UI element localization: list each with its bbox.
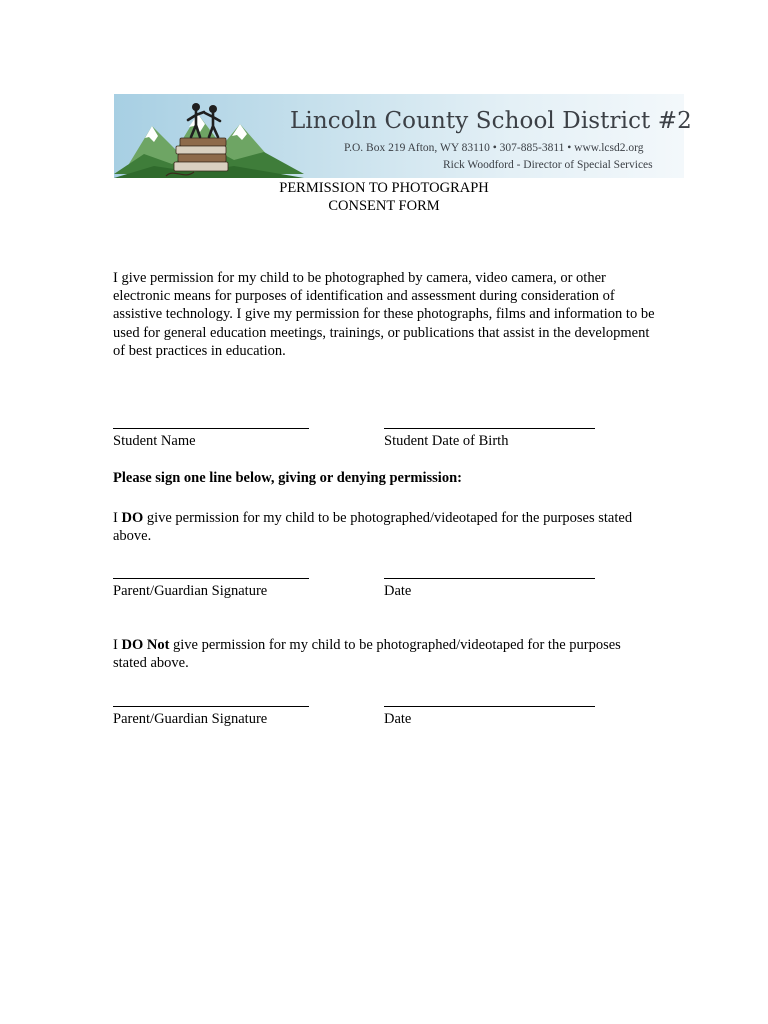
letterhead bbox=[114, 94, 692, 180]
deny-signature-line[interactable] bbox=[113, 706, 309, 707]
form-title bbox=[0, 179, 768, 215]
form-title-line-2: CONSENT FORM bbox=[328, 198, 440, 214]
district-name: Lincoln County School District #2 bbox=[290, 108, 692, 134]
district-director: Rick Woodford - Director of Special Services bbox=[443, 159, 653, 171]
student-name-label: Student Name bbox=[113, 433, 196, 449]
district-logo-icon bbox=[114, 94, 304, 180]
student-dob-line[interactable] bbox=[384, 428, 595, 429]
deny-date-label: Date bbox=[384, 711, 412, 727]
signing-instruction: Please sign one line below, giving or denying permission: bbox=[113, 470, 462, 486]
deny-prefix: I bbox=[113, 637, 122, 653]
deny-statement bbox=[113, 636, 658, 673]
consent-paragraph: I give permission for my child to be photographed by camera, video camera, or other electronic means for purposes of identification and assessment during consideration of assistive technology. I give my permission for these photographs, films and information to be used for general education meetings, trainings, or publications that assist in the development of best practices in education. bbox=[113, 270, 655, 359]
grant-date-line[interactable] bbox=[384, 578, 595, 579]
student-dob-label: Student Date of Birth bbox=[384, 433, 509, 449]
grant-signature-label: Parent/Guardian Signature bbox=[113, 583, 268, 599]
district-address: P.O. Box 219 Afton, WY 83110 • 307-885-3811 • www.lcsd2.org bbox=[344, 142, 644, 154]
deny-signature-label: Parent/Guardian Signature bbox=[113, 711, 268, 727]
student-name-line[interactable] bbox=[113, 428, 309, 429]
grant-statement bbox=[113, 509, 658, 546]
grant-signature-line[interactable] bbox=[113, 578, 309, 579]
deny-emphasis: DO Not bbox=[121, 637, 170, 653]
grant-emphasis: DO bbox=[121, 510, 144, 526]
deny-rest: give permission for my child to be photographed/videotaped for the purposes stated above. bbox=[113, 637, 621, 672]
grant-prefix: I bbox=[113, 510, 122, 526]
grant-rest: give permission for my child to be photographed/videotaped for the purposes stated above. bbox=[113, 510, 633, 545]
deny-date-line[interactable] bbox=[384, 706, 595, 707]
grant-date-label: Date bbox=[384, 583, 412, 599]
form-title-line-1: PERMISSION TO PHOTOGRAPH bbox=[279, 180, 489, 196]
